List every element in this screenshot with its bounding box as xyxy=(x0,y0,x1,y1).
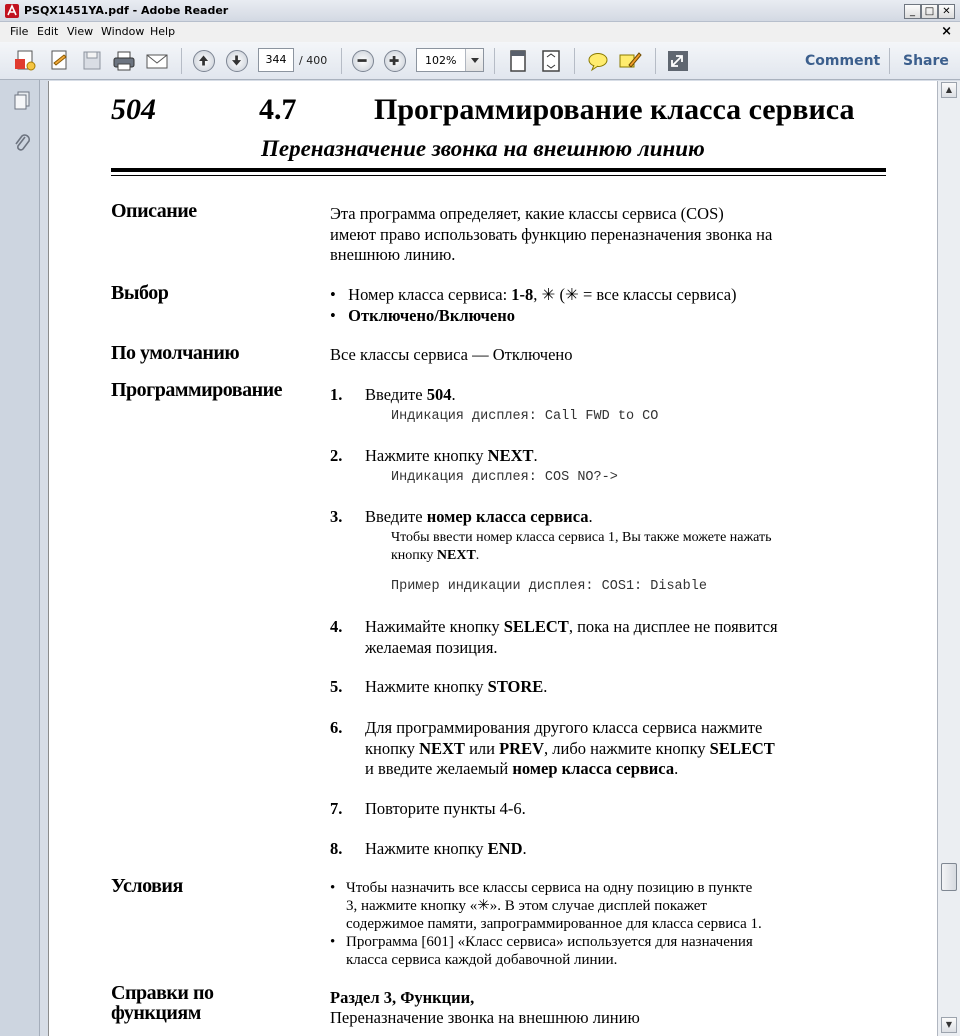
menu-view[interactable]: View xyxy=(67,25,94,38)
program-number: 504 xyxy=(111,93,156,126)
previous-page-button[interactable] xyxy=(193,50,215,72)
label-description: Описание xyxy=(111,200,197,222)
edit-document-icon[interactable] xyxy=(46,49,72,73)
step-number: 8. xyxy=(330,839,343,858)
toolbar-separator xyxy=(574,48,575,74)
scroll-down-button[interactable]: ▼ xyxy=(941,1017,957,1033)
close-document-icon[interactable]: × xyxy=(941,24,952,39)
toolbar-separator xyxy=(181,48,182,74)
document-page xyxy=(48,81,937,1036)
minimize-button[interactable]: _ xyxy=(904,4,921,19)
list-item: • Номер класса сервиса: 1-8, ✳ (✳ = все классы сервиса) xyxy=(330,285,737,304)
navigation-pane xyxy=(0,80,40,1036)
list-item: • Программа [601] «Класс сервиса» используется для назначения класса сервиса каждой добавочной линии. xyxy=(330,934,753,968)
step-5: Нажмите кнопку STORE. xyxy=(365,677,548,696)
zoom-dropdown-button[interactable] xyxy=(465,49,483,71)
label-selection: Выбор xyxy=(111,282,169,304)
maximize-button[interactable]: □ xyxy=(921,4,938,19)
page-subtitle: Переназначение звонка на внешнюю линию xyxy=(261,136,705,161)
step-7: Повторите пункты 4-6. xyxy=(365,799,526,818)
section-number: 4.7 xyxy=(259,93,297,126)
fit-page-icon[interactable] xyxy=(538,49,564,73)
selection-list xyxy=(330,285,870,326)
label-default: По умолчанию xyxy=(111,342,240,364)
pages-thumbnail-icon[interactable] xyxy=(12,90,32,112)
list-item: • Отключено/Включено xyxy=(330,305,515,325)
step-1: Введите 504. xyxy=(365,385,456,404)
toolbar-separator xyxy=(494,48,495,74)
step-3: Введите номер класса сервиса. xyxy=(365,507,593,526)
menu-file[interactable]: File xyxy=(10,25,29,38)
comment-panel-link[interactable]: Comment xyxy=(805,53,881,69)
step-number: 6. xyxy=(330,718,343,737)
step-number: 1. xyxy=(330,385,343,404)
zoom-in-button[interactable] xyxy=(384,50,406,72)
page-number-input[interactable]: 344 xyxy=(258,48,294,72)
window-title: PSQX1451YA.pdf - Adobe Reader xyxy=(24,4,229,17)
menu-help[interactable]: Help xyxy=(150,25,176,38)
default-value: Все классы сервиса — Отключено xyxy=(330,345,573,364)
step-2: Нажмите кнопку NEXT. xyxy=(365,446,538,465)
step-number: 2. xyxy=(330,446,343,465)
title-bar xyxy=(0,0,960,22)
conditions-list xyxy=(330,879,870,969)
highlight-icon[interactable] xyxy=(617,49,643,73)
toolbar-separator xyxy=(655,48,656,74)
step-4: Нажимайте кнопку SELECT, пока на дисплее не появится желаемая позиция. xyxy=(365,617,778,657)
zoom-value: 102% xyxy=(425,54,457,67)
menu-window[interactable]: Window xyxy=(101,25,145,38)
list-item: • Чтобы назначить все классы сервиса на одну позицию в пункте 3, нажмите кнопку «✳». В этом случае дисплей покажет содержимое памяти, запрограммированное для класса сервиса 1. xyxy=(330,880,762,932)
close-button[interactable]: ✕ xyxy=(938,4,955,19)
reference-link[interactable]: Переназначение звонка на внешнюю линию xyxy=(330,1008,640,1027)
reference-heading: Раздел 3, Функции, xyxy=(330,988,475,1007)
save-icon[interactable] xyxy=(79,49,105,73)
step-3-note: Чтобы ввести номер класса сервиса 1, Вы также можете нажать кнопку NEXT. xyxy=(391,530,772,563)
next-page-button[interactable] xyxy=(226,50,248,72)
step-number: 3. xyxy=(330,507,343,526)
zoom-select[interactable] xyxy=(416,48,484,72)
toolbar-separator xyxy=(889,48,890,74)
label-conditions: Условия xyxy=(111,875,183,897)
comment-icon[interactable] xyxy=(585,49,611,73)
single-page-view-icon[interactable] xyxy=(505,49,531,73)
step-number: 5. xyxy=(330,677,343,696)
menu-edit[interactable]: Edit xyxy=(37,25,59,38)
display-indication: Индикация дисплея: Call FWD to CO xyxy=(391,409,659,424)
display-indication: Индикация дисплея: COS NO?-> xyxy=(391,470,618,485)
scroll-thumb[interactable] xyxy=(941,863,957,891)
create-pdf-icon[interactable] xyxy=(12,49,38,73)
header-rule-thin xyxy=(111,175,886,176)
adobe-reader-icon xyxy=(4,3,20,19)
print-icon[interactable] xyxy=(111,49,137,73)
page-total: / 400 xyxy=(299,54,328,67)
step-6: Для программирования другого класса сервиса нажмите кнопку NEXT или PREV, либо нажмите кнопку SELECT и введите желаемый номер класса сервиса. xyxy=(365,718,775,778)
share-panel-link[interactable]: Share xyxy=(903,53,949,69)
display-indication: Пример индикации дисплея: COS1: Disable xyxy=(391,579,707,594)
email-icon[interactable] xyxy=(144,49,170,73)
page-title: Программирование класса сервиса xyxy=(374,93,855,126)
label-programming: Программирование xyxy=(111,379,283,401)
description-text: Эта программа определяет, какие классы сервиса (COS) имеют право использовать функцию переназначения звонка на внешнюю линию. xyxy=(330,204,773,264)
attachments-paperclip-icon[interactable] xyxy=(12,132,32,156)
vertical-scrollbar[interactable] xyxy=(937,81,960,1036)
step-number: 7. xyxy=(330,799,343,818)
menu-bar xyxy=(0,22,960,42)
step-8: Нажмите кнопку END. xyxy=(365,839,527,858)
header-rule xyxy=(111,168,886,172)
step-number: 4. xyxy=(330,617,343,636)
zoom-out-button[interactable] xyxy=(352,50,374,72)
label-references: Справки по функциям xyxy=(111,982,214,1024)
scroll-up-button[interactable]: ▲ xyxy=(941,82,957,98)
full-screen-icon[interactable] xyxy=(665,49,691,73)
toolbar-separator xyxy=(341,48,342,74)
